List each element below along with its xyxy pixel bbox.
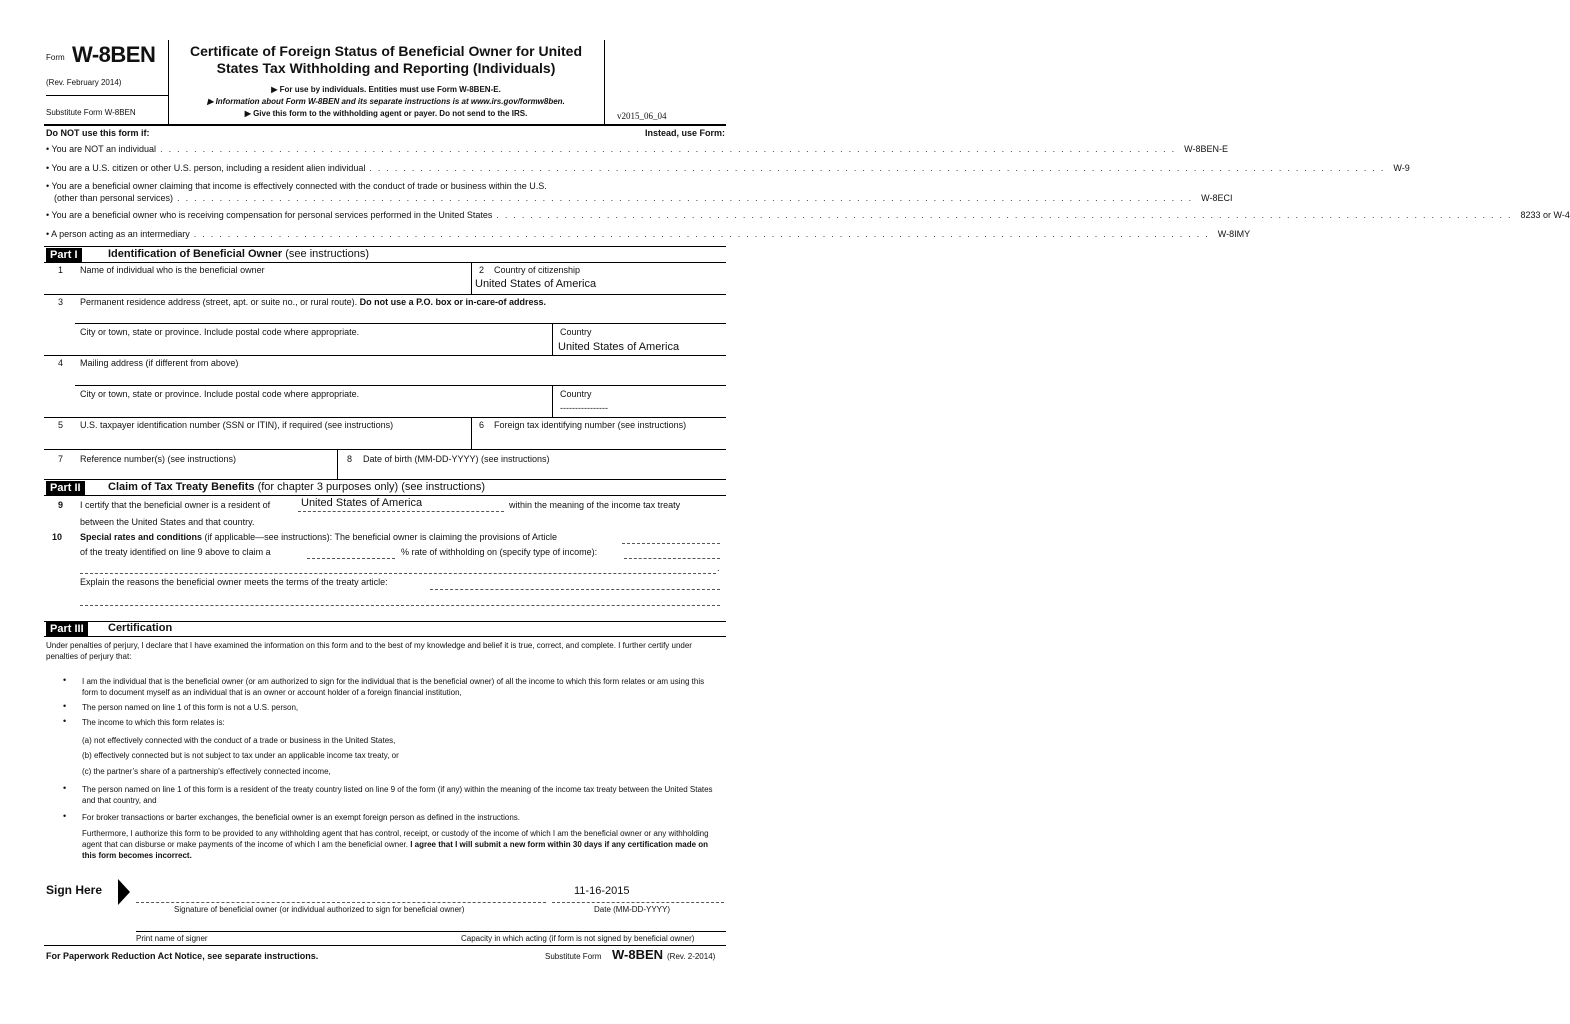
signature-caption: Signature of beneficial owner (or individual authorized to sign for beneficial owner) [174,905,465,914]
country2-label: Country [560,389,592,399]
treaty-country-field[interactable]: United States of America [301,497,423,509]
cert-sub-item: (a) not effectively connected with the conduct of a trade or business in the United States, [82,736,396,745]
residence-address-field[interactable] [80,308,720,322]
cert-bullet: The income to which this form relates is: [82,718,225,727]
footer-rev: (Rev. 2-2014) [667,952,716,961]
paperwork-notice: For Paperwork Reduction Act Notice, see separate instructions. [46,951,319,961]
us-tin-field[interactable] [80,432,466,446]
part-3-title: Certification [108,622,173,634]
city-label: City or town, state or province. Include postal code where appropriate. [80,327,360,337]
part-2-title: Claim of Tax Treaty Benefits (for chapter 3 purposes only) (see instructions) [108,481,486,493]
part-3-tag: Part III [46,622,88,636]
form-label: Form [46,53,65,62]
dob-label: Date of birth (MM-DD-YYYY) (see instructions) [363,454,550,464]
withholding-rate-field[interactable] [307,545,395,557]
cert-sub-item: (b) effectively connected but is not subject to tax under an applicable income tax treaty, or [82,751,399,760]
substitute-label: Substitute Form W-8BEN [46,108,136,117]
sign-arrow-icon [118,879,130,905]
exclusion-row: • You are a beneficial owner who is receiving compensation for personal services performed in the United States ........................................................................................................................ 8233 or W-4 [46,210,1570,220]
exclusion-row: • You are NOT an individual ........................................................................................................................ W-8BEN-E [46,144,1228,154]
print-name-field[interactable] [136,916,726,930]
reference-number-field[interactable] [80,465,330,477]
cert-bullet: The person named on line 1 of this form is a resident of the treaty country listed on line 9 of the form (if any) within the meaning of the income tax treaty between the United States and that country, and [82,785,713,805]
dob-field[interactable] [363,465,720,477]
mailing-address-field[interactable] [80,369,720,383]
do-not-use-heading: Do NOT use this form if: [46,128,150,138]
date-caption: Date (MM-DD-YYYY) [594,905,671,914]
special-rates-label: Special rates and conditions (if applicable—see instructions): The beneficial owner is claiming the provisions of Article [80,532,558,542]
version-code: v2015_06_04 [617,111,667,121]
part-1-title: Identification of Beneficial Owner (see instructions) [108,248,370,260]
citizenship-field[interactable]: United States of America [475,278,597,290]
mailing-address-label: Mailing address (if different from above) [80,358,239,368]
name-field-label: Name of individual who is the beneficial owner [80,265,265,275]
exclusion-row: • You are a U.S. citizen or other U.S. person, including a resident alien individual ........................................................................................................................ W-9 [46,163,1410,173]
residence-address-label: Permanent residence address (street, apt. or suite no., or rural route). Do not use a P.O. box or in-care-of address. [80,297,547,307]
cert-bullet: For broker transactions or barter exchanges, the beneficial owner is an exempt foreign person as defined in the instructions. [82,813,521,822]
treaty-resident-label: I certify that the beneficial owner is a resident of [80,500,271,510]
treaty-resident-tail: within the meaning of the income tax treaty [509,500,681,510]
signature-field[interactable] [136,884,546,900]
exclusion-row: • A person acting as an intermediary ........................................................................................................................ W-8IMY [46,229,1251,239]
country2-field[interactable]: ---------------- [560,403,608,413]
footer-substitute-label: Substitute Form [545,952,602,961]
perjury-intro: Under penalties of perjury, I declare that I have examined the information on this form and to the best of my knowledge and belief it is true, correct, and complete. I further certify under penalties of perjury that: [46,641,692,661]
reference-number-label: Reference number(s) (see instructions) [80,454,237,464]
income-type-label: % rate of withholding on (specify type of income): [401,547,598,557]
form-number: W-8BEN [72,42,156,67]
city2-label: City or town, state or province. Include postal code where appropriate. [80,389,360,399]
capacity-caption: Capacity in which acting (if form is not signed by beneficial owner) [461,934,695,943]
us-tin-label: U.S. taxpayer identification number (SSN or ITIN), if required (see instructions) [80,420,394,430]
foreign-tin-field[interactable] [494,432,720,446]
country-label: Country [560,327,592,337]
cert-sub-item: (c) the partner’s share of a partnership's effectively connected income, [82,767,331,776]
explain-field[interactable] [430,576,720,588]
treaty-rate-label: of the treaty identified on line 9 above to claim a [80,547,271,557]
city2-field[interactable] [80,400,546,414]
cert-bullet: I am the individual that is the beneficial owner (or am authorized to sign for the individual that is the beneficial owner) of all the income to which this form relates or am using this form to document myself as an individual that is an owner or account holder of a foreign financial institution, [82,677,705,697]
sign-date-field[interactable]: 11-16-2015 [574,885,630,897]
authorization-paragraph: Furthermore, I authorize this form to be provided to any withholding agent that has control, receipt, or custody of the income of which I am the beneficial owner or any withholding agent that can disburse or make payments of the income of which I am the beneficial owner. I agree that I will submit a new form within 30 days if any certification made on this form becomes incorrect. [82,829,709,860]
citizenship-label: Country of citizenship [494,265,581,275]
print-name-caption: Print name of signer [136,934,208,943]
name-field[interactable] [80,276,466,292]
cert-bullet: The person named on line 1 of this form is not a U.S. person, [82,703,299,712]
part-2-tag: Part II [46,481,85,495]
treaty-resident-line2: between the United States and that country. [80,517,255,527]
footer-form-number: W-8BEN [612,947,664,962]
country-field[interactable]: United States of America [558,341,680,353]
city-field[interactable] [80,338,546,352]
treaty-article-field[interactable] [622,530,720,542]
form-title: Certificate of Foreign Status of Beneficial Owner for United States Tax Withholding and Reporting (Individuals) [189,43,583,76]
exclusion-row: (other than personal services) ........................................................................................................................ W-8ECI [54,193,1233,203]
sign-here-label: Sign Here [46,883,103,897]
revision-date: (Rev. February 2014) [46,78,122,87]
income-type-field[interactable] [624,545,720,557]
foreign-tin-label: Foreign tax identifying number (see instructions) [494,420,687,430]
explain-label: Explain the reasons the beneficial owner meets the terms of the treaty article: [80,577,388,587]
instead-use-heading: Instead, use Form: [644,128,725,138]
part-1-tag: Part I [46,248,82,262]
form-instructions: ▶ For use by individuals. Entities must use Form W-8BEN-E. ▶ Information about Form W-8BEN and its separate instructions is at www.irs.gov/formw8ben. ▶ Give this form to the withholding agent or payer. Do not send to the IRS. [207,85,565,118]
exclusion-row-text: • You are a beneficial owner claiming that income is effectively connected with the conduct of trade or business within the U.S. [46,181,547,191]
